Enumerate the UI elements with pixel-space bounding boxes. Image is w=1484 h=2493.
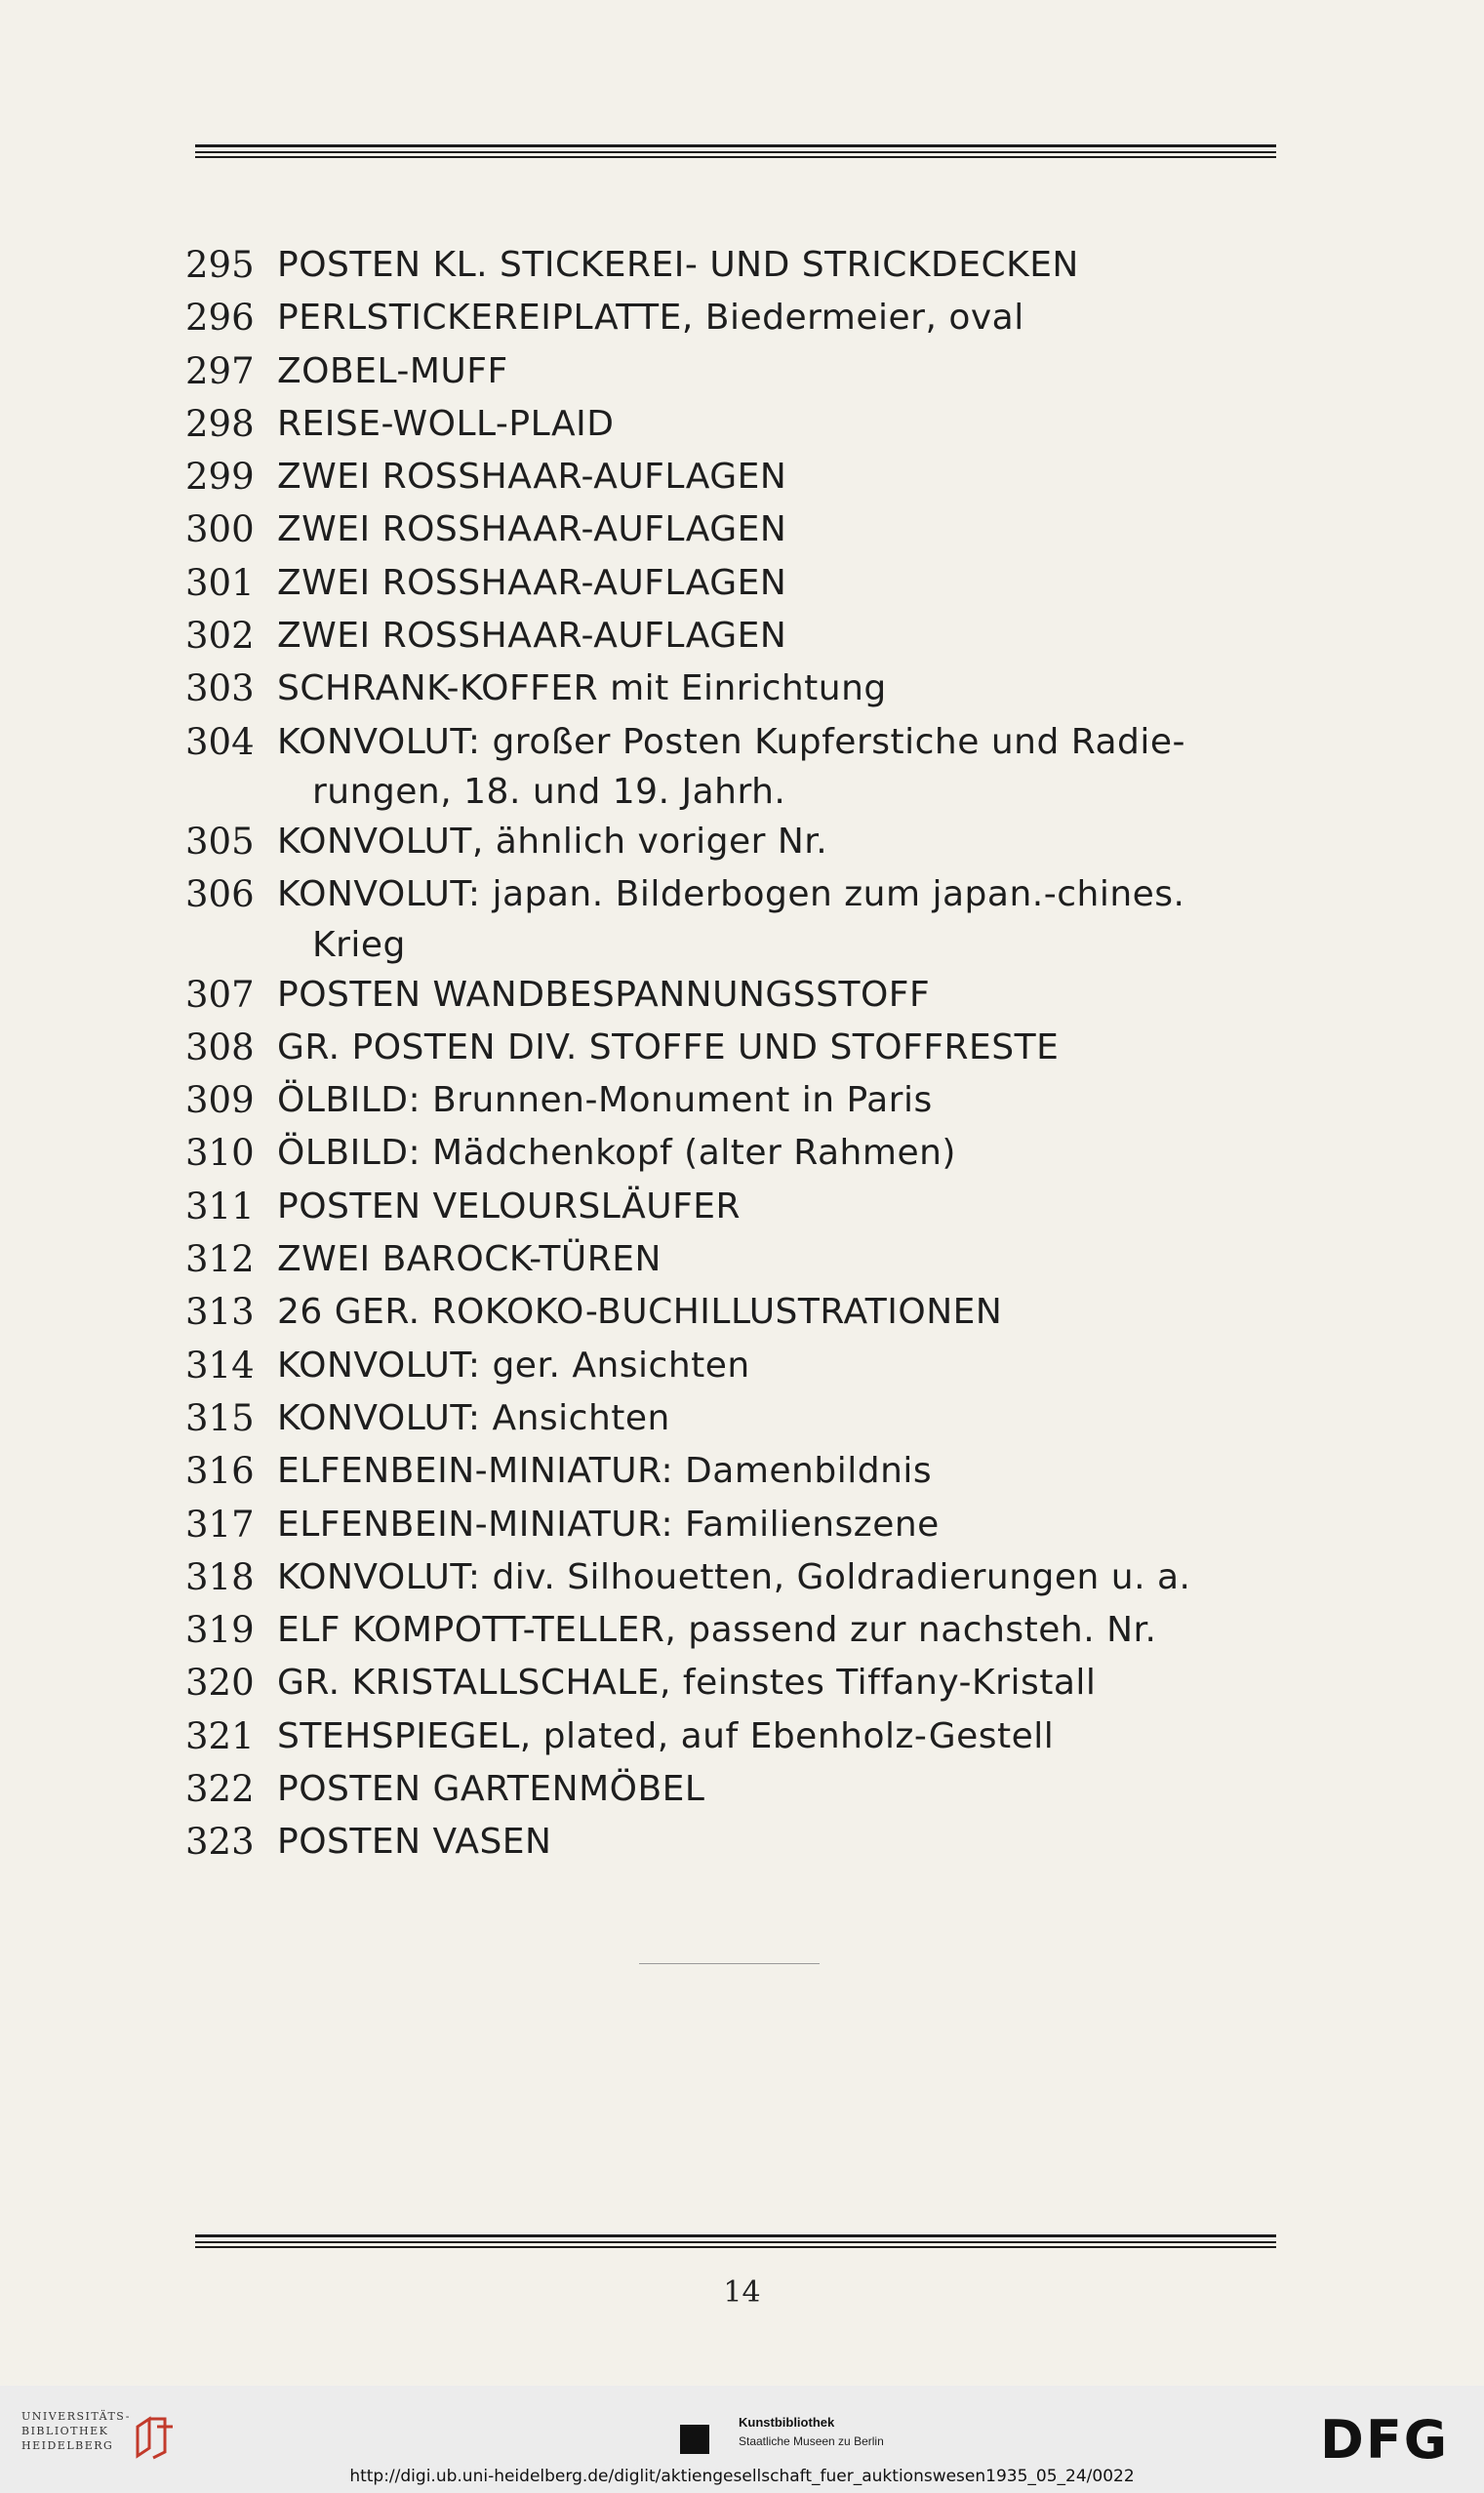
lot-number: 310 bbox=[185, 1132, 255, 1175]
lot-entry bbox=[185, 1181, 1288, 1233]
lot-number: 296 bbox=[185, 297, 255, 340]
lot-description-continued: Krieg bbox=[312, 924, 406, 965]
lot-entry bbox=[185, 1657, 1288, 1709]
university-line-1: UNIVERSITÄTS- bbox=[21, 2410, 131, 2423]
lot-description: PERLSTICKEREIPLATTE, Biedermeier, oval bbox=[277, 298, 1024, 339]
lot-number: 303 bbox=[185, 667, 255, 710]
lot-entry bbox=[185, 1074, 1288, 1127]
lot-number: 319 bbox=[185, 1609, 255, 1652]
lot-entry bbox=[185, 398, 1288, 451]
lot-number: 323 bbox=[185, 1821, 255, 1864]
lot-description: KONVOLUT: ger. Ansichten bbox=[277, 1345, 750, 1386]
lot-description: ELF KOMPOTT-TELLER, passend zur nachsteh. Nr. bbox=[277, 1610, 1157, 1651]
lot-number: 322 bbox=[185, 1768, 255, 1811]
lot-entry bbox=[185, 503, 1288, 556]
lot-number: 295 bbox=[185, 244, 255, 286]
lot-description: REISE-WOLL-PLAID bbox=[277, 403, 615, 444]
lot-list bbox=[185, 239, 1288, 1870]
lot-description: KONVOLUT: Ansichten bbox=[277, 1397, 670, 1438]
bottom-double-rule bbox=[195, 2234, 1276, 2248]
lot-number: 297 bbox=[185, 349, 255, 392]
lot-number: 321 bbox=[185, 1714, 255, 1757]
lot-entry bbox=[185, 292, 1288, 344]
lot-description: ZWEI ROSSHAAR-AUFLAGEN bbox=[277, 457, 787, 498]
lot-number: 313 bbox=[185, 1291, 255, 1334]
lot-description: POSTEN WANDBESPANNUNGSSTOFF bbox=[277, 974, 931, 1015]
lot-description: POSTEN VASEN bbox=[277, 1822, 552, 1863]
lot-description: KONVOLUT: japan. Bilderbogen zum japan.-chines. bbox=[277, 874, 1185, 915]
university-line-3: HEIDELBERG bbox=[21, 2439, 114, 2452]
lot-description: ÖLBILD: Mädchenkopf (alter Rahmen) bbox=[277, 1133, 956, 1174]
source-url[interactable]: http://digi.ub.uni-heidelberg.de/diglit/aktiengesellschaft_fuer_auktionswesen1935_05_24/0022 bbox=[349, 2467, 1135, 2486]
lot-description: ÖLBILD: Brunnen-Monument in Paris bbox=[277, 1080, 933, 1121]
lot-description-continued: rungen, 18. und 19. Jahrh. bbox=[312, 771, 786, 812]
lot-entry bbox=[185, 1499, 1288, 1551]
page-number: 14 bbox=[723, 2275, 761, 2310]
kb-subtitle: Staatliche Museen zu Berlin bbox=[739, 2434, 884, 2448]
lot-entry bbox=[185, 1340, 1288, 1392]
lot-entry bbox=[185, 557, 1288, 610]
lot-entry bbox=[185, 1604, 1288, 1657]
lot-number: 298 bbox=[185, 402, 255, 445]
lot-entry bbox=[185, 1022, 1288, 1074]
lot-description: ZWEI ROSSHAAR-AUFLAGEN bbox=[277, 562, 787, 603]
lot-entry bbox=[185, 1551, 1288, 1604]
lot-entry bbox=[185, 969, 1288, 1022]
lot-number: 302 bbox=[185, 615, 255, 658]
end-divider bbox=[639, 1963, 820, 1964]
lot-entry bbox=[185, 1392, 1288, 1445]
lot-description: KONVOLUT: div. Silhouetten, Goldradierungen u. a. bbox=[277, 1556, 1191, 1597]
lot-number: 299 bbox=[185, 456, 255, 499]
lot-number: 306 bbox=[185, 873, 255, 916]
lot-entry bbox=[185, 1763, 1288, 1816]
lot-entry bbox=[185, 610, 1288, 663]
lot-description: GR. POSTEN DIV. STOFFE UND STOFFRESTE bbox=[277, 1026, 1060, 1067]
kunstbibliothek-logo[interactable] bbox=[680, 2411, 914, 2458]
lot-description: ELFENBEIN-MINIATUR: Familienszene bbox=[277, 1504, 940, 1545]
lot-entry bbox=[185, 345, 1288, 398]
lot-number: 317 bbox=[185, 1503, 255, 1546]
lot-entry bbox=[185, 239, 1288, 292]
lot-entry bbox=[185, 1233, 1288, 1286]
lot-number: 301 bbox=[185, 561, 255, 604]
lot-entry bbox=[185, 663, 1288, 715]
lot-description: ZWEI BAROCK-TÜREN bbox=[277, 1239, 662, 1280]
lot-description: KONVOLUT, ähnlich voriger Nr. bbox=[277, 821, 828, 862]
lot-description: ELFENBEIN-MINIATUR: Damenbildnis bbox=[277, 1451, 933, 1492]
lot-number: 307 bbox=[185, 973, 255, 1016]
lot-entry bbox=[185, 1710, 1288, 1763]
lot-number: 309 bbox=[185, 1079, 255, 1122]
university-line-2: BIBLIOTHEK bbox=[21, 2425, 109, 2437]
lot-description: POSTEN VELOURSLÄUFER bbox=[277, 1186, 742, 1226]
kb-title: Kunstbibliothek bbox=[739, 2415, 835, 2430]
lot-number: 308 bbox=[185, 1025, 255, 1068]
lot-description: ZWEI ROSSHAAR-AUFLAGEN bbox=[277, 616, 787, 657]
lot-description: STEHSPIEGEL, plated, auf Ebenholz-Gestell bbox=[277, 1715, 1055, 1756]
dfg-logo[interactable]: DFG bbox=[1320, 2409, 1450, 2471]
lot-entry bbox=[185, 1445, 1288, 1498]
lot-description: GR. KRISTALLSCHALE, feinstes Tiffany-Kristall bbox=[277, 1663, 1097, 1704]
lot-number: 312 bbox=[185, 1238, 255, 1281]
lot-entry bbox=[185, 868, 1288, 968]
lot-number: 305 bbox=[185, 820, 255, 863]
lot-description: KONVOLUT: großer Posten Kupferstiche und Radie- bbox=[277, 721, 1186, 762]
lot-number: 318 bbox=[185, 1555, 255, 1598]
lot-entry bbox=[185, 1286, 1288, 1339]
lot-entry bbox=[185, 816, 1288, 868]
lot-description: 26 GER. ROKOKO-BUCHILLUSTRATIONEN bbox=[277, 1292, 1003, 1333]
lot-number: 314 bbox=[185, 1344, 255, 1387]
lot-entry bbox=[185, 716, 1288, 816]
university-emblem-icon bbox=[132, 2413, 179, 2462]
lot-description: SCHRANK-KOFFER mit Einrichtung bbox=[277, 668, 887, 709]
lot-description: POSTEN KL. STICKEREI- UND STRICKDECKEN bbox=[277, 245, 1079, 285]
lot-entry bbox=[185, 1127, 1288, 1180]
lot-entry bbox=[185, 1816, 1288, 1869]
lot-number: 311 bbox=[185, 1185, 255, 1227]
lot-number: 320 bbox=[185, 1662, 255, 1705]
kunstbibliothek-mark-icon bbox=[680, 2425, 709, 2454]
lot-description: ZOBEL-MUFF bbox=[277, 350, 508, 391]
lot-description: ZWEI ROSSHAAR-AUFLAGEN bbox=[277, 509, 787, 550]
lot-number: 304 bbox=[185, 720, 255, 763]
lot-number: 300 bbox=[185, 508, 255, 551]
lot-entry bbox=[185, 451, 1288, 503]
top-double-rule bbox=[195, 144, 1276, 158]
lot-number: 316 bbox=[185, 1450, 255, 1493]
lot-description: POSTEN GARTENMÖBEL bbox=[277, 1769, 705, 1810]
lot-number: 315 bbox=[185, 1396, 255, 1439]
